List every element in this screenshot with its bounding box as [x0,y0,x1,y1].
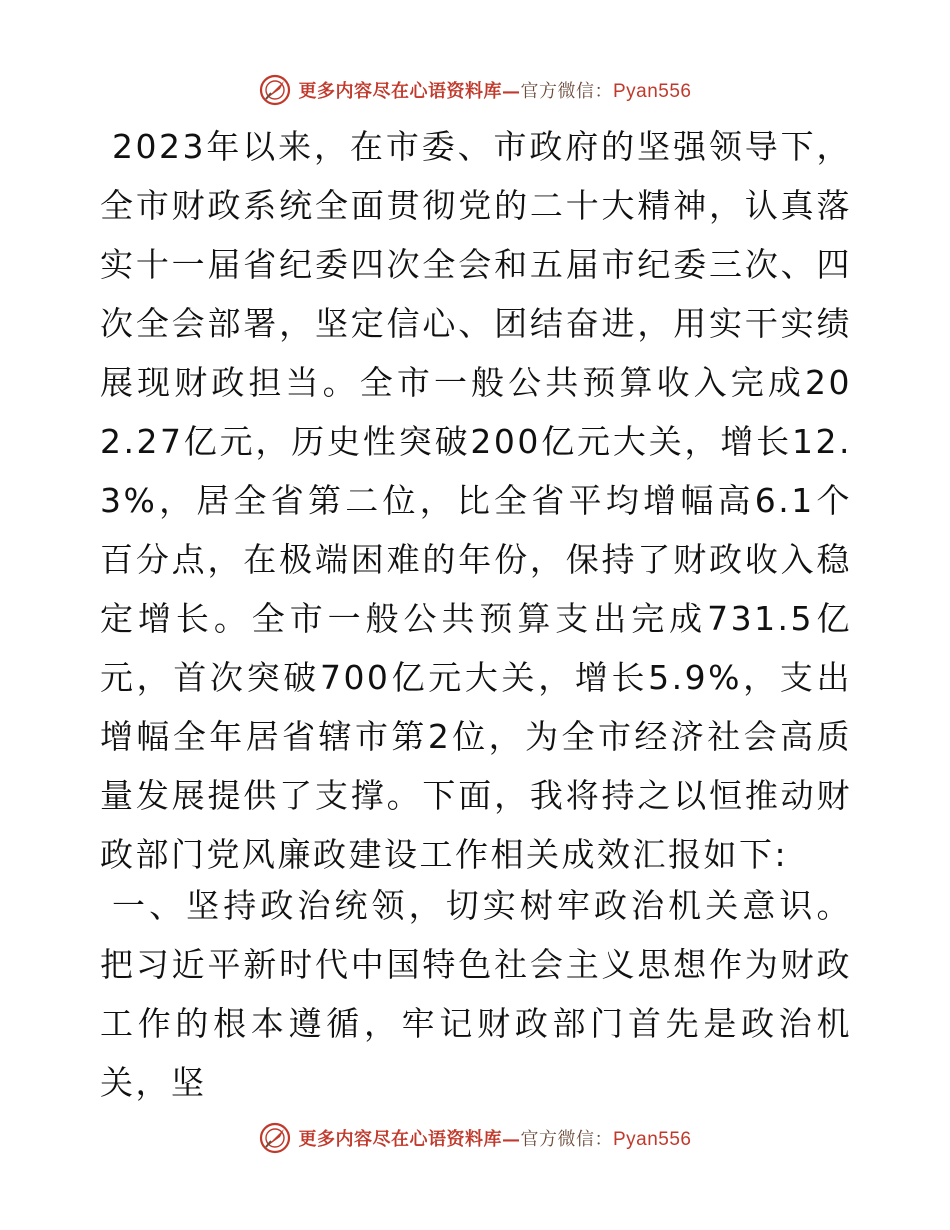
watermark-wechat-label: 官方微信： [520,81,613,102]
watermark-label: 更多内容尽在心语资料库 [298,1129,502,1150]
footer-watermark [0,1118,950,1158]
quill-logo-icon [258,1121,292,1155]
body-paragraph-section-one: 一、坚持政治统领，切实树牢政治机关意识。把习近平新时代中国特色社会主义思想作为财政工作的根本遵循，牢记财政部门首先是政治机关，坚 [100,886,852,1102]
watermark-dash: — [501,81,521,102]
watermark-dash: — [501,1129,521,1150]
watermark-wechat-id: Pyan556 [612,81,692,102]
watermark-wechat-id: Pyan556 [612,1129,692,1150]
quill-logo-icon [258,73,292,107]
watermark-label: 更多内容尽在心语资料库 [298,81,502,102]
watermark-wechat-label: 官方微信： [520,1129,613,1150]
watermark-text [298,1125,691,1151]
header-watermark [0,70,950,110]
watermark-text [298,77,691,103]
body-paragraph-intro: 2023年以来，在市委、市政府的坚强领导下，全市财政系统全面贯彻党的二十大精神，认真落实十一届省纪委四次全会和五届市纪委三次、四次全会部署，坚定信心、团结奋进，用实干实绩展现财政担当。全市一般公共预算收入完成202.27亿元，历史性突破200亿元大关，增长12.3%，居全省第二位，比全省平均增幅高6.1个百分点，在极端困难的年份，保持了财政收入稳定增长。全市一般公共预算支出完成731.5亿元，首次突破700亿元大关，增长5.9%，支出增幅全年居省辖市第2位，为全市经济社会高质量发展提供了支撑。下面，我将持之以恒推动财政部门党风廉政建设工作相关成效汇报如下: [100,127,852,874]
